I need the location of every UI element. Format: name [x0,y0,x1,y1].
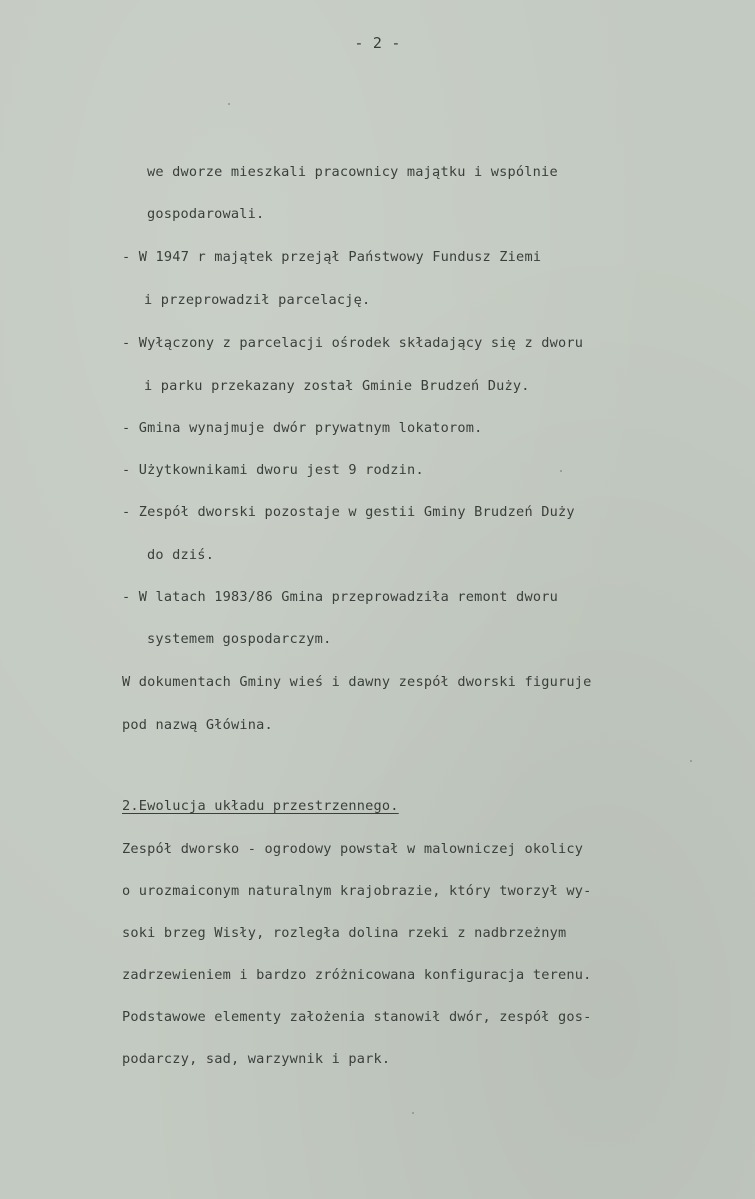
text-line: gospodarowali. [147,206,265,222]
text-line: i parku przekazany został Gminie Brudzeń Duży. [144,378,530,394]
list-item: - Zespół dworski pozostaje w gestii Gminy Brudzeń Duży [122,504,575,520]
text-line: o urozmaiconym naturalnym krajobrazie, który tworzył wy- [122,883,592,899]
text-line: pod nazwą Główina. [122,717,273,733]
text-line: we dworze mieszkali pracownicy majątku i wspólnie [147,164,558,180]
paper-speck [560,470,562,472]
text-line: zadrzewieniem i bardzo zróżnicowana konfiguracja terenu. [122,967,592,983]
list-item: - W 1947 r majątek przejął Państwowy Fundusz Ziemi [122,249,542,265]
list-item: - Gmina wynajmuje dwór prywatnym lokatorom. [122,420,483,436]
text-line: Podstawowe elementy założenia stanowił dwór, zespół gos- [122,1009,592,1025]
section-heading: 2.Ewolucja układu przestrzennego. [122,798,399,814]
text-line: soki brzeg Wisły, rozległa dolina rzeki z nadbrzeżnym [122,925,567,941]
text-line: i przeprowadził parcelację. [144,292,371,308]
text-line: do dziś. [147,547,215,563]
text-line: podarczy, sad, warzywnik i park. [122,1051,391,1067]
text-line: Zespół dworsko - ogrodowy powstał w malowniczej okolicy [122,841,584,857]
text-line: W dokumentach Gminy wieś i dawny zespół dworski figuruje [122,674,592,690]
paper-speck [412,1112,414,1114]
page-number: - 2 - [354,34,401,52]
list-item: - W latach 1983/86 Gmina przeprowadziła remont dworu [122,589,558,605]
paper-speck [690,760,692,762]
list-item: - Użytkownikami dworu jest 9 rodzin. [122,462,424,478]
text-line: systemem gospodarczym. [147,631,332,647]
list-item: - Wyłączony z parcelacji ośrodek składający się z dworu [122,335,584,351]
paper-speck [228,103,230,105]
